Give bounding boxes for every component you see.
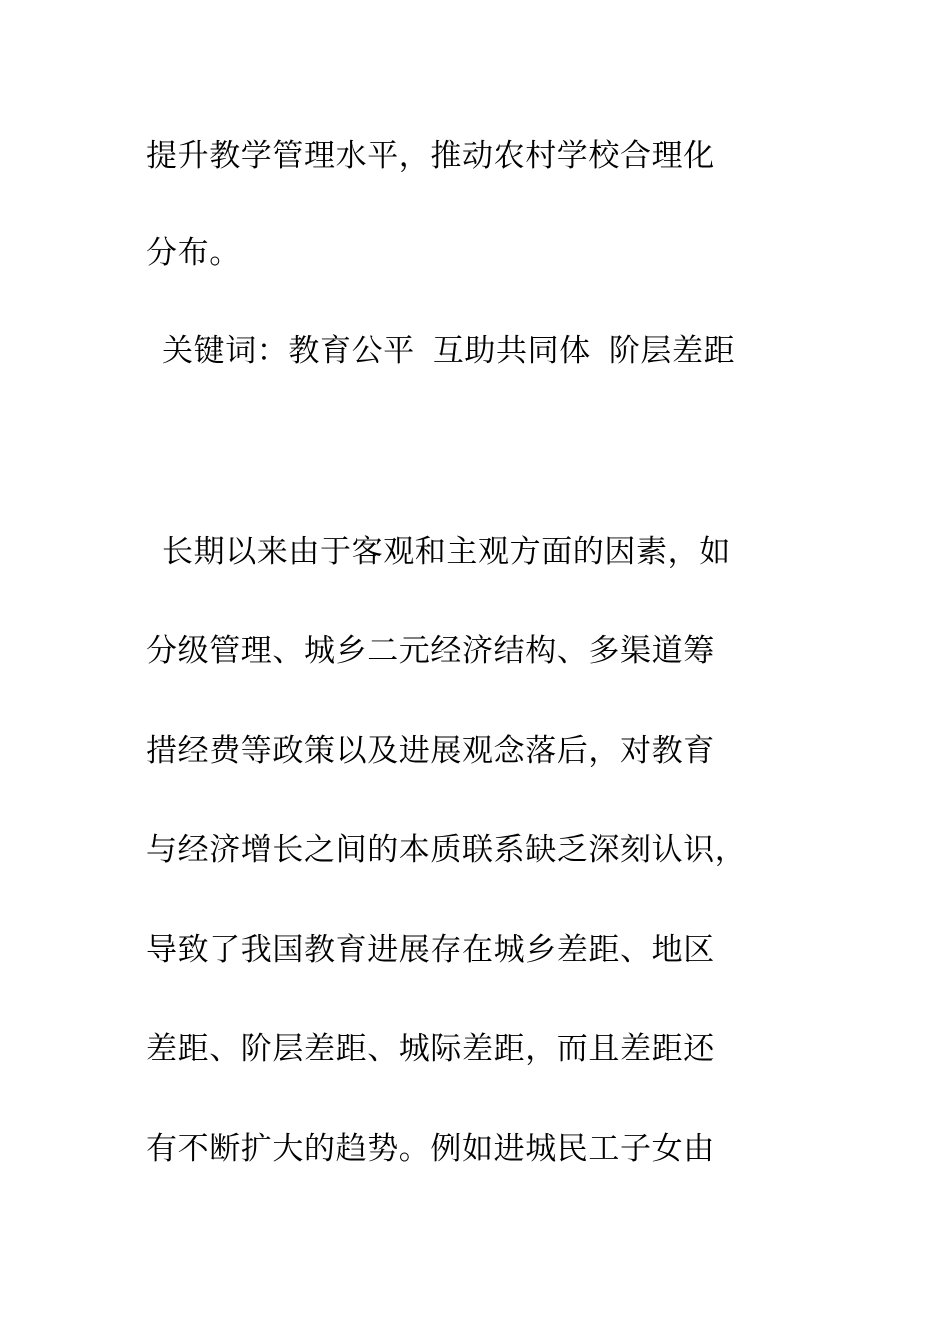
keywords-label: 关键词： [162,333,289,369]
body-line: 分级管理、城乡二元经济结构、多渠道筹 [146,633,715,669]
body-line: 措经费等政策以及进展观念落后，对教育 [146,733,715,769]
keyword-item: 互助共同体 [432,333,591,369]
keyword-item: 教育公平 [288,333,415,369]
body-line: 长期以来由于客观和主观方面的因素，如 [162,534,731,570]
abstract-line-1: 提升教学管理水平，推动农村学校合理化 [146,138,715,174]
body-line: 与经济增长之间的本质联系缺乏深刻认识， [146,832,747,868]
body-line: 导致了我国教育进展存在城乡差距、地区 [146,932,715,968]
keywords-line [162,331,735,371]
body-line: 有不断扩大的趋势。例如进城民工子女由 [146,1131,715,1167]
keyword-item: 阶层差距 [608,333,736,369]
body-line: 差距、阶层差距、城际差距，而且差距还 [146,1031,715,1067]
abstract-line-2: 分布。 [146,235,241,271]
